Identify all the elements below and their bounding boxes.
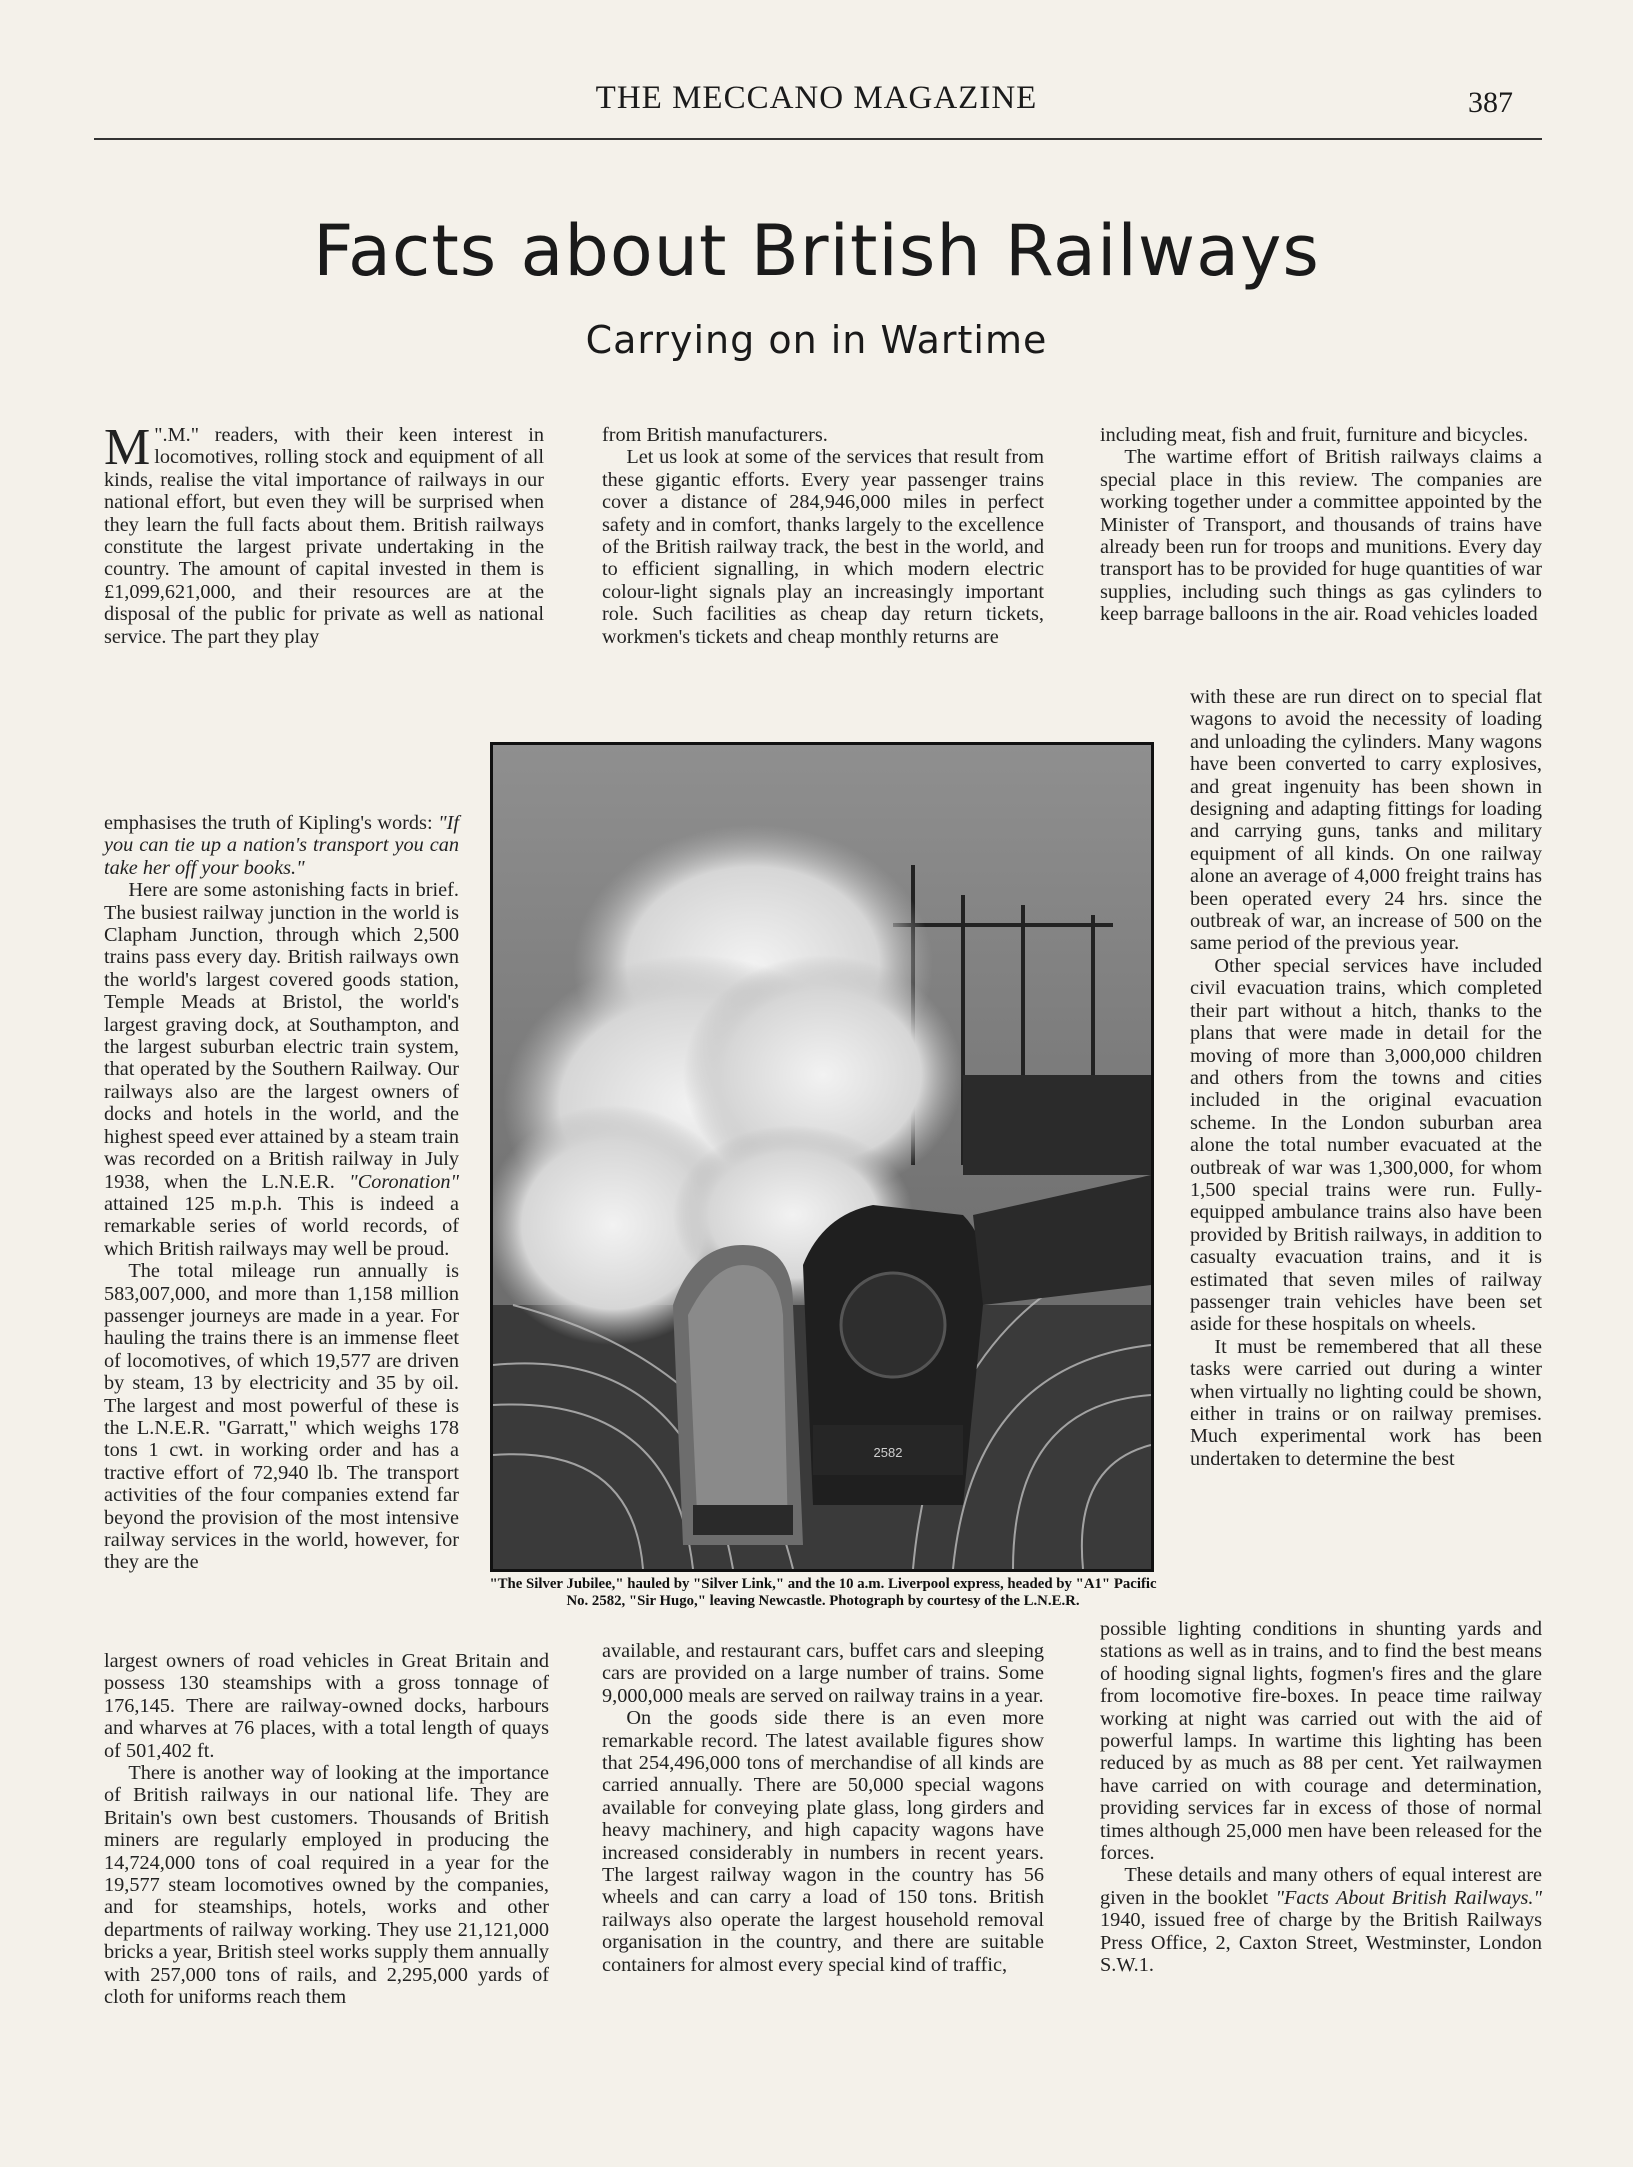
header-rule [94, 138, 1542, 140]
paragraph [104, 879, 459, 1260]
paragraph: The total mileage run annually is 583,007,000, and more than 1,158 million passenger journeys are made in a year. For hauling the trains there is an immense fleet of locomotives, of which 19,577 are driven by steam, 13 by electricity and 35 by oil. The largest and most powerful of these is the L.N.E.R. "Garratt," which weighs 178 tons 1 cwt. in working order and has a tractive effort of 72,940 lb. The transport activities of the four companies extend far beyond the provision of the most intensive railway services in the world, however, for they are the [104, 1260, 459, 1574]
kipling-quote: "If you can tie up a nation's transport you can take her off your books." [104, 812, 459, 879]
italic-text: "Coronation" [349, 1170, 459, 1193]
paragraph: with these are run direct on to special flat wagons to avoid the necessity of loading and unloading the cylinders. Many wagons have been converted to carry explosives, and great ingenuity has been shown in designing and adapting fittings for loading and carrying guns, tanks and military equipment of all kinds. On one railway alone an average of 4,000 freight trains has been operated every 24 hrs. since the outbreak of war, an increase of 500 on the same period of the previous year. [1190, 686, 1542, 955]
locomotive-number: 2582 [873, 1445, 903, 1460]
column-1-top [104, 419, 544, 648]
paragraph-text: These details and many others of equal interest are given in the booklet [1100, 1864, 1542, 1909]
paragraph: including meat, fish and fruit, furniture and bicycles. [1100, 424, 1529, 446]
booklet-title: "Facts About British Railways." [1275, 1886, 1542, 1909]
paragraph [104, 812, 459, 879]
paragraph-text: emphasises the truth of Kipling's words: [104, 812, 439, 834]
column-3-middle [1190, 686, 1542, 1470]
railway-photograph [490, 742, 1154, 1572]
photo-illustration [493, 745, 1151, 1569]
photo-caption: "The Silver Jubilee," hauled by "Silver Link," and the 10 a.m. Liverpool express, headed by "A1" Pacific No. 2582, "Sir Hugo," leaving Newcastle. Photograph by courtesy of the L.N.E.R. [489, 1576, 1157, 1609]
paragraph: It must be remembered that all these tasks were carried out during a winter when virtually no lighting could be shown, either in trains or on railway premises. Much experimental work has been undertaken to determine the best [1190, 1335, 1542, 1470]
page-number: 387 [1468, 86, 1513, 119]
drop-cap: M [104, 419, 151, 476]
column-1-middle [104, 812, 459, 1574]
paragraph: from British manufacturers. [602, 424, 828, 446]
paragraph [104, 419, 544, 648]
paragraph: available, and restaurant cars, buffet cars and sleeping cars are provided on a large number of trains. Some 9,000,000 meals are served on railway trains in a year. [602, 1640, 1044, 1707]
column-1-bottom [104, 1650, 549, 2009]
article-title: Facts about British Railways [313, 210, 1320, 292]
paragraph: Other special services have included civil evacuation trains, which completed their part without a hitch, thanks to the plans that were made in detail for the moving of more than 3,000,000 children and others from the towns and cities included in the original evacuation scheme. In the London suburban area alone the total number evacuated at the outbreak of war was 1,300,000, for whom 1,500 special trains were run. Fully-equipped ambulance trains also have been provided by British railways, in addition to casualty evacuation trains, and it is estimated that seven miles of railway passenger train vehicles have been set aside for these hospitals on wheels. [1190, 954, 1542, 1336]
paragraph: On the goods side there is an even more remarkable record. The latest available figures show that 254,496,000 tons of merchandise of all kinds are carried annually. There are 50,000 special wagons available for conveying plate glass, long girders and heavy machinery, and high capacity wagons have increased considerably in numbers in recent years. The largest railway wagon in the country has 56 wheels and can carry a load of 150 tons. British railways also operate the largest household removal organisation in the country, and there are suitable containers for almost every special kind of traffic, [602, 1707, 1044, 1976]
column-3-bottom [1100, 1618, 1542, 1977]
paragraph-text: 1940, issued free of charge by the British Railways Press Office, 2, Caxton Street, Westminster, London S.W.1. [1100, 1909, 1542, 1977]
header-title: THE MECCANO MAGAZINE [595, 80, 1038, 116]
paragraph: There is another way of looking at the importance of British railways in our national life. They are Britain's own best customers. Thousands of British miners are regularly employed in producing the 14,724,000 tons of coal required in a year for the 19,577 steam locomotives owned by the companies, and for steamships, hotels, works and other departments of railway working. They use 21,121,000 bricks a year, British steel works supply them annually with 257,000 tons of rails, and 2,295,000 yards of cloth for uniforms reach them [104, 1762, 549, 2009]
column-3-top [1100, 424, 1542, 626]
paragraph: The wartime effort of British railways claims a special place in this review. The companies are working together under a committee appointed by the Minister of Transport, and thousands of trains have already been run for troops and munitions. Every day transport has to be provided for huge quantities of war supplies, including such things as gas cylinders to keep barrage balloons in the air. Road vehicles loaded [1100, 446, 1542, 626]
column-2-top [602, 424, 1044, 648]
article-subtitle: Carrying on in Wartime [585, 318, 1048, 362]
paragraph-text: attained 125 m.p.h. This is indeed a remarkable series of world records, of which British railways may well be proud. [104, 1192, 459, 1260]
paragraph-text: Here are some astonishing facts in brief. The busiest railway junction in the world is Clapham Junction, through which 2,500 trains pass every day. British railways own the world's largest covered goods station, Temple Meads at Bristol, the world's largest graving dock, at Southampton, and the largest suburban electric train system, that operated by the Southern Railway. Our railways also are the largest owners of docks and hotels in the world, and the highest speed ever attained by a steam train was recorded on a British railway in July 1938, when the L.N.E.R. [104, 879, 459, 1193]
paragraph: Let us look at some of the services that result from these gigantic efforts. Every year passenger trains cover a distance of 284,946,000 miles in perfect safety and in comfort, thanks largely to the excellence of the British railway track, the best in the world, and to efficient signalling, in which modern electric colour-light signals play an increasingly important role. Such facilities as cheap day return tickets, workmen's tickets and cheap monthly returns are [602, 446, 1044, 648]
paragraph: possible lighting conditions in shunting yards and stations as well as in trains, and to find the best means of hooding signal lights, fogmen's fires and the glare from locomotive fire-boxes. In peace time railway working at night was carried out with the aid of powerful lamps. In wartime this lighting has been reduced by as much as 88 per cent. Yet railwaymen have carried on with courage and determination, providing services far in excess of those of normal times although 25,000 men have been released for the forces. [1100, 1618, 1542, 1865]
paragraph: largest owners of road vehicles in Great Britain and possess 130 steamships with a gross tonnage of 176,145. There are railway-owned docks, harbours and wharves at 76 places, with a total length of quays of 501,402 ft. [104, 1650, 549, 1762]
column-2-bottom [602, 1640, 1044, 1976]
paragraph-text: ".M." readers, with their keen interest in locomotives, rolling stock and equipment of all kinds, realise the vital importance of railways in our national effort, but even they will be surprised when they learn the full facts about them. British railways constitute the largest private undertaking in the country. The amount of capital invested in them is £1,099,621,000, and their resources are at the disposal of the public for private as well as national service. The part they play [104, 424, 544, 648]
paragraph [1100, 1864, 1542, 1976]
